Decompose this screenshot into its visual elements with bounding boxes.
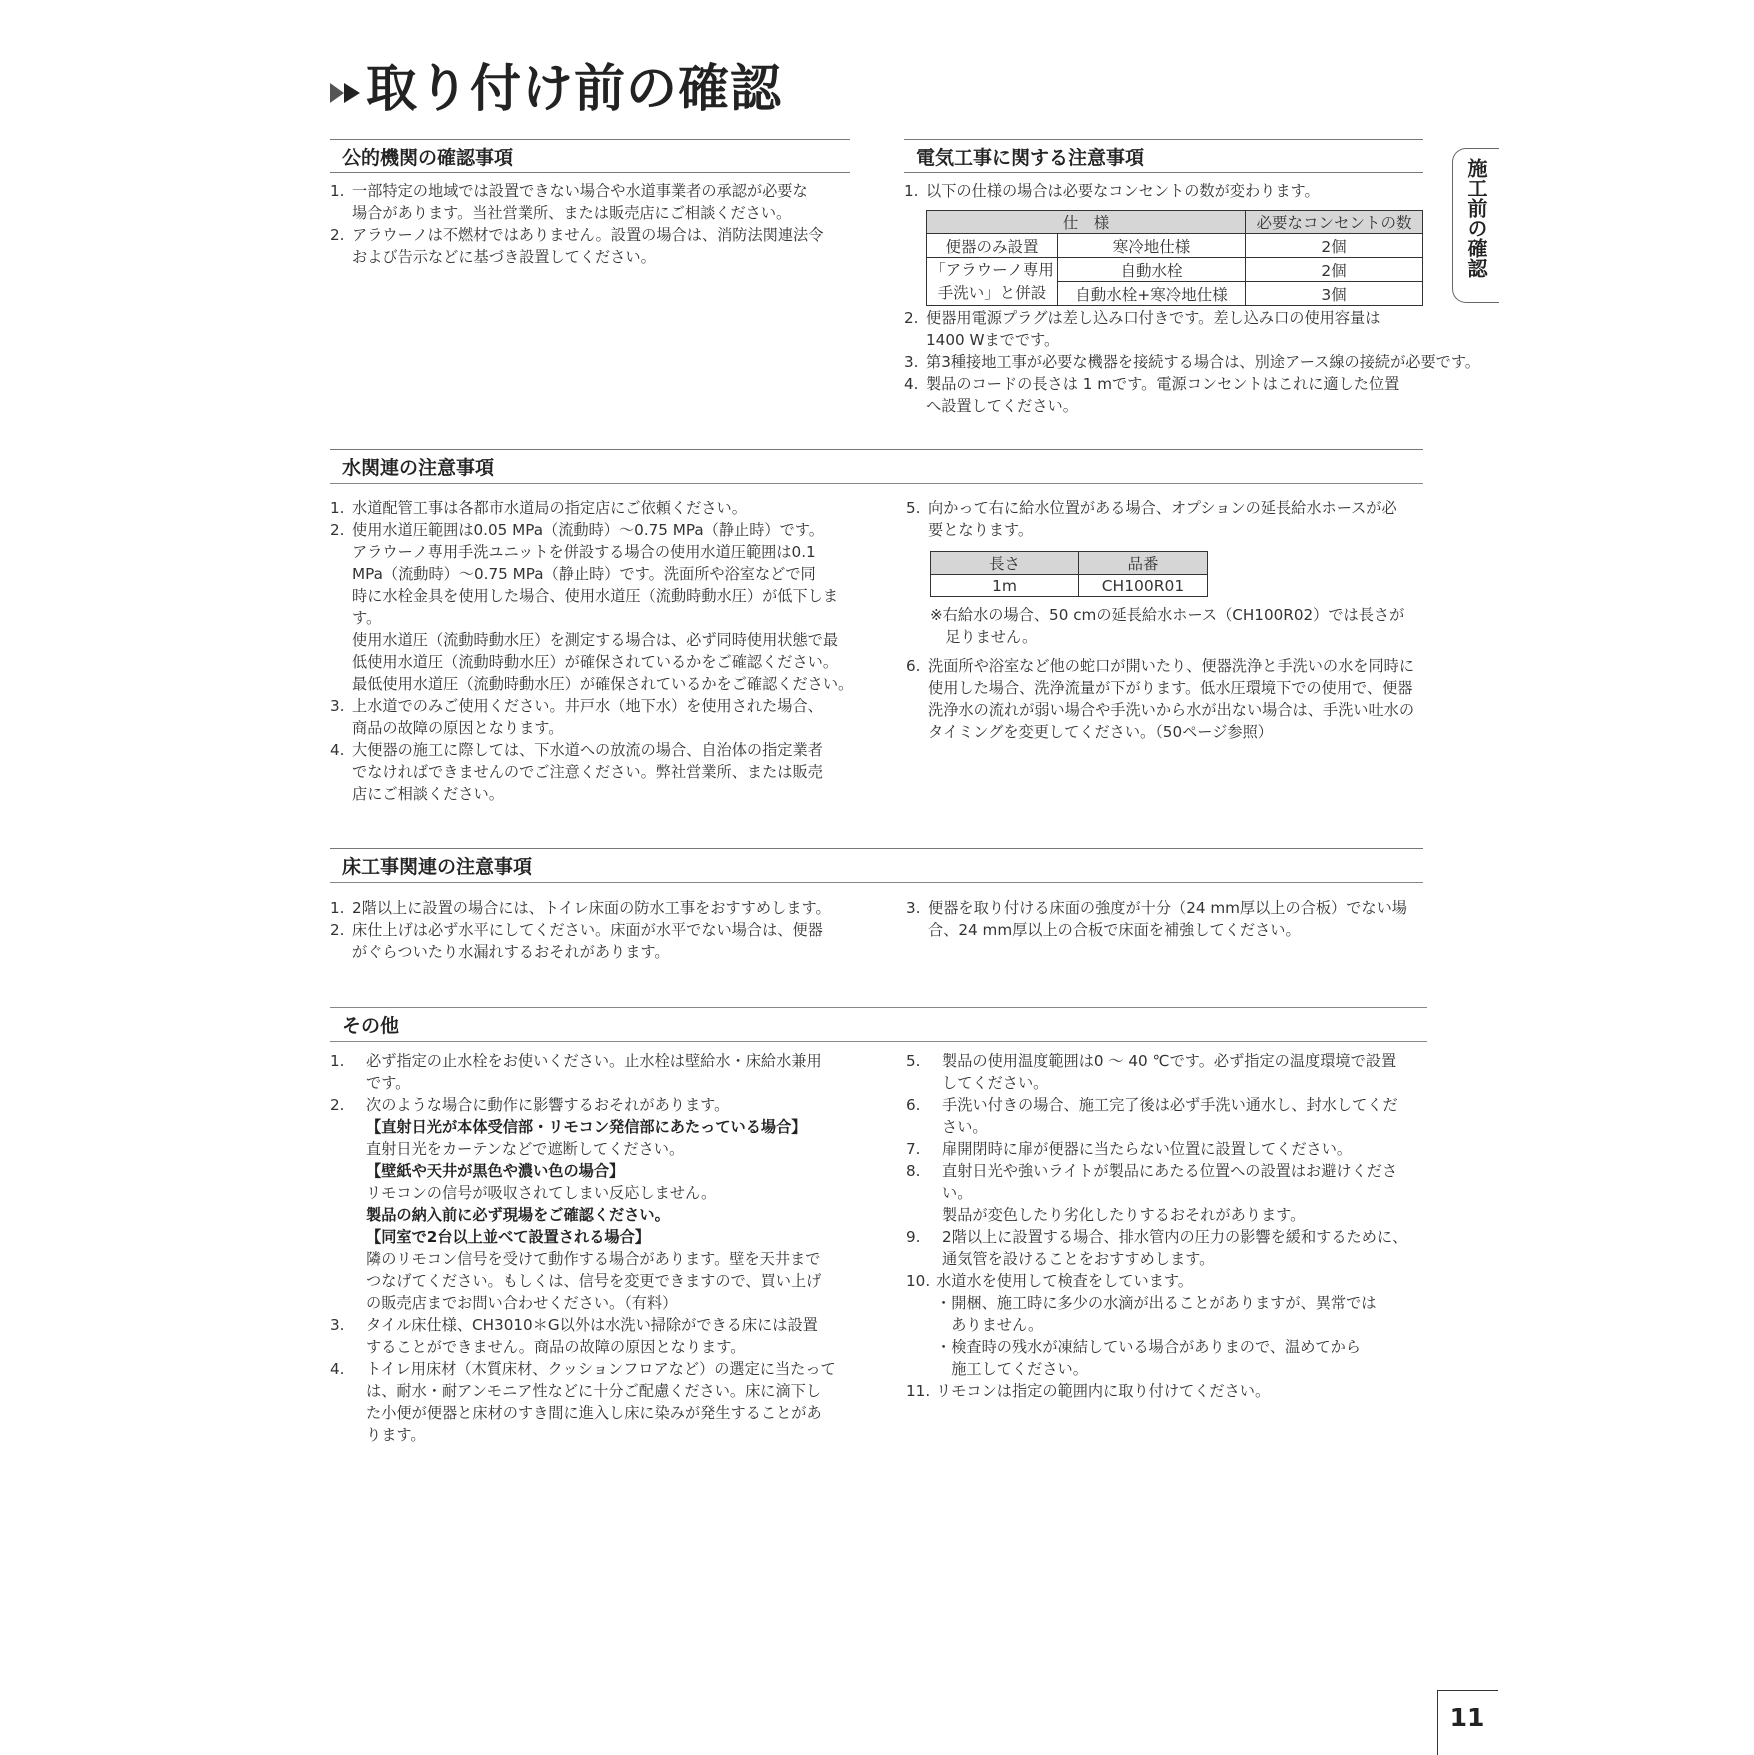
list-item: 1. 以下の仕様の場合は必要なコンセントの数が変わります。 (904, 182, 1320, 200)
divider (330, 882, 1423, 883)
table-header-spec: 仕 様 (927, 211, 1246, 234)
electric-section-heading: 電気工事に関する注意事項 (916, 147, 1145, 169)
table-cell: 2個 (1246, 258, 1423, 282)
floor-left-items (330, 897, 870, 963)
table-cell: 便器のみ設置 (927, 234, 1058, 258)
other-section-heading: その他 (342, 1015, 400, 1037)
list-item: 3. 上水道でのみご使用ください。井戸水（地下水）を使用された場合、 商品の故障の原因となります。 (330, 697, 823, 737)
side-tab-label: 施工前の確認 (1464, 158, 1488, 278)
electric-section-header (904, 139, 1423, 173)
public-section-header (330, 139, 850, 173)
water-section-header (330, 449, 1423, 483)
floor-section-header (330, 848, 1423, 882)
list-item: 8. 直射日光や強いライトが製品にあたる位置への設置はお避けくださ い。 製品が変色したり劣化したりするおそれがあります。 (906, 1162, 1398, 1224)
double-arrow-icon (330, 78, 366, 108)
table-header-length: 長さ (931, 552, 1079, 575)
water-item-5 (906, 497, 1426, 541)
list-item: 1. 2階以上に設置の場合には、トイレ床面の防水工事をおすすめします。 (330, 899, 831, 917)
other-section-header (330, 1007, 1427, 1041)
floor-right-items (906, 897, 1426, 941)
list-item: 6. 洗面所や浴室など他の蛇口が開いたり、便器洗浄と手洗いの水を同時に 使用した場合、洗浄流量が下がります。低水圧環境下での使用で、便器 洗浄水の流れが弱い場合や手洗いから水が出ない場合は、手洗い吐水の タイミングを変更してください。（50ページ参照） (906, 657, 1414, 741)
list-item: 1. 必ず指定の止水栓をお使いください。止水栓は壁給水・床給水兼用 です。 (330, 1052, 822, 1092)
divider (330, 483, 1423, 484)
list-item: 5. 製品の使用温度範囲は0 ～ 40 ℃です。必ず指定の温度環境で設置 してください。 (906, 1052, 1397, 1092)
table-cell: 3個 (1246, 282, 1423, 306)
list-item: 7. 扉開閉時に扉が便器に当たらない位置に設置してください。 (906, 1140, 1353, 1158)
list-item: 4. トイレ用床材（木質床材、クッションフロアなど）の選定に当たって は、耐水・耐アンモニア性などに十分ご配慮ください。床に滴下し た小便が便器と床材のすき間に進入し床に染みが発生することがあ ります。 (330, 1360, 836, 1444)
list-item: 6. 手洗い付きの場合、施工完了後は必ず手洗い通水し、封水してくだ さい。 (906, 1096, 1398, 1136)
list-item: 3. 第3種接地工事が必要な機器を接続する場合は、別途アース線の接続が必要です。 (904, 353, 1480, 371)
list-item: 2. 便器用電源プラグは差し込み口付きです。差し込み口の使用容量は 1400 Wまでです。 (904, 309, 1381, 349)
list-item: 9. 2階以上に設置する場合、排水管内の圧力の影響を緩和するために、 通気管を設けることをおすすめします。 (906, 1228, 1408, 1268)
water-section-heading: 水関連の注意事項 (342, 457, 495, 479)
outlet-table (926, 210, 1423, 306)
list-item: 2. 次のような場合に動作に影響するおそれがあります。 【直射日光が本体受信部・リモコン発信部にあたっている場合】 直射日光をカーテンなどで遮断してください。 【壁紙や天井が黒色や濃い色の場合】 リモコンの信号が吸収されてしまい反応しません。 製品の納入前に必ず現場をご確認ください。 【同室で2台以上並べて設置される場合】 隣のリモコン信号を受けて動作する場合があります。壁を天井まで つなげてください。もしくは、信号を変更できますので、買い上げ の販売店までお問い合わせください。（有料） (330, 1096, 822, 1312)
table-cell-group: 「アラウーノ専用 手洗い」と併設 (927, 258, 1058, 306)
table-cell: 寒冷地仕様 (1058, 234, 1246, 258)
list-item: 5. 向かって右に給水位置がある場合、オプションの延長給水ホースが必 要となります。 (906, 499, 1397, 539)
divider (330, 1041, 1427, 1042)
page-number: 11 (1449, 1703, 1485, 1732)
list-item: 11. リモコンは指定の範囲内に取り付けてください。 (906, 1382, 1271, 1400)
list-item: 1. 水道配管工事は各都市水道局の指定店にご依頼ください。 (330, 499, 747, 517)
table-header-part: 品番 (1079, 552, 1208, 575)
list-item: 3. タイル床仕様、CH3010＊G以外は水洗い掃除ができる床には設置 することができません。商品の故障の原因となります。 (330, 1316, 818, 1356)
table-cell: CH100R01 (1079, 575, 1208, 597)
hose-table (930, 551, 1208, 597)
other-left-items (330, 1050, 875, 1446)
electric-items (904, 307, 1480, 417)
floor-section-heading: 床工事関連の注意事項 (342, 856, 533, 878)
list-item: 4. 大便器の施工に際しては、下水道への放流の場合、自治体の指定業者 でなければできませんのでご注意ください。弊社営業所、または販売 店にご相談ください。 (330, 741, 823, 803)
public-items (330, 180, 870, 268)
public-section-heading: 公的機関の確認事項 (342, 147, 514, 169)
water-item-6 (906, 655, 1426, 743)
table-cell: 1m (931, 575, 1079, 597)
table-cell: 2個 (1246, 234, 1423, 258)
water-note: ※右給水の場合、50 cmの延長給水ホース（CH100R02）では長さが 足りません。 (930, 606, 1405, 646)
list-item: 2. アラウーノは不燃材ではありません。設置の場合は、消防法関連法令 および告示などに基づき設置してください。 (330, 226, 824, 266)
list-item: 3. 便器を取り付ける床面の強度が十分（24 mm厚以上の合板）でない場 合、24 mm厚以上の合板で床面を補強してください。 (906, 899, 1407, 939)
list-item: 10. 水道水を使用して検査をしています。 ・開梱、施工時に多少の水滴が出ることがありますが、異常では ありません。 ・検査時の残水が凍結している場合がありまので、温めてから 施工してください。 (906, 1272, 1377, 1378)
electric-item-1 (904, 180, 1444, 202)
list-item: 4. 製品のコードの長さは 1 mです。電源コンセントはこれに適した位置 へ設置してください。 (904, 375, 1400, 415)
page-title: 取り付け前の確認 (366, 60, 783, 119)
table-header-count: 必要なコンセントの数 (1246, 211, 1423, 234)
table-cell: 自動水栓+寒冷地仕様 (1058, 282, 1246, 306)
table-cell: 自動水栓 (1058, 258, 1246, 282)
other-right-items (906, 1050, 1426, 1402)
list-item: 2. 床仕上げは必ず水平にしてください。床面が水平でない場合は、便器 がぐらついたり水漏れするおそれがあります。 (330, 921, 823, 961)
water-left-items (330, 497, 870, 805)
list-item: 1. 一部特定の地域では設置できない場合や水道事業者の承認が必要な 場合があります。当社営業所、または販売店にご相談ください。 (330, 182, 808, 222)
list-item: 2. 使用水道圧範囲は0.05 MPa（流動時）～0.75 MPa（静止時）です。 アラウーノ専用手洗ユニットを併設する場合の使用水道圧範囲は0.1 MPa（流動時）～0.75 MPa（静止時）です。洗面所や浴室などで同 時に水栓金具を使用した場合、使用水道圧（流動時動水圧）が低下しま す。 使用水道圧（流動時動水圧）を測定する場合は、必ず同時使用状態で最 低使用水道圧（流動時動水圧）が確保されているかをご確認ください。 最低使用水道圧（流動時動水圧）が確保されているかをご確認ください。 (330, 521, 854, 693)
